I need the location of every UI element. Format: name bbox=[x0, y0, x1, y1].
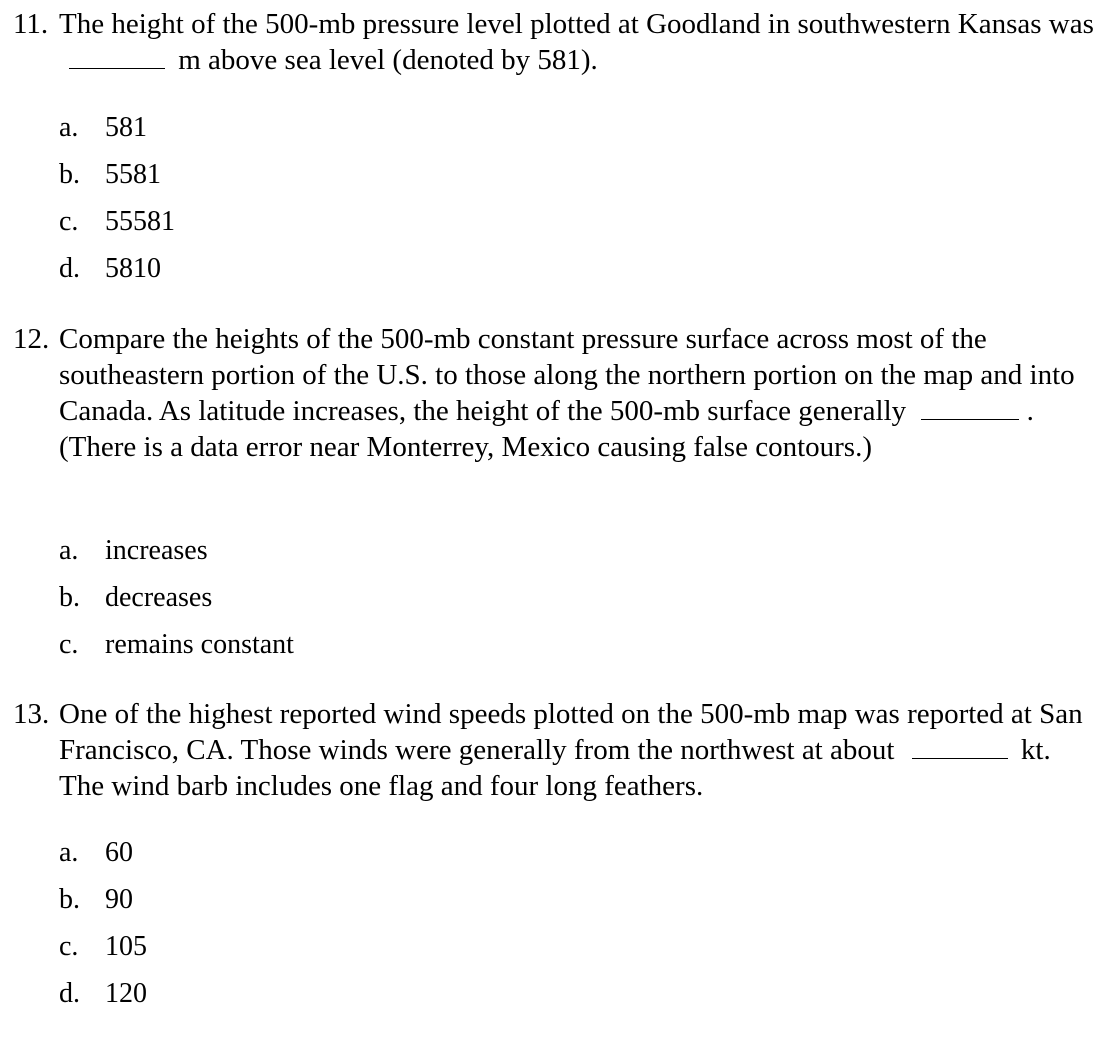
question-11 bbox=[13, 6, 1098, 78]
option-text: 581 bbox=[105, 112, 147, 143]
option-letter: b. bbox=[59, 884, 80, 915]
option-13-a[interactable] bbox=[59, 829, 147, 876]
option-text: remains constant bbox=[105, 629, 294, 660]
question-text bbox=[59, 696, 1098, 804]
option-letter: d. bbox=[59, 253, 80, 284]
option-letter: a. bbox=[59, 112, 79, 143]
option-text: 60 bbox=[105, 837, 133, 868]
option-12-a[interactable] bbox=[59, 527, 294, 574]
question-text bbox=[59, 6, 1098, 78]
option-12-b[interactable] bbox=[59, 574, 294, 621]
option-letter: b. bbox=[59, 582, 80, 613]
option-text: 5810 bbox=[105, 253, 161, 284]
option-text: 55581 bbox=[105, 206, 175, 237]
option-text: 5581 bbox=[105, 159, 161, 190]
option-letter: b. bbox=[59, 159, 80, 190]
option-11-b[interactable] bbox=[59, 151, 175, 198]
question-number: 12. bbox=[13, 323, 50, 355]
options-11 bbox=[59, 104, 175, 292]
answer-blank bbox=[921, 418, 1019, 420]
option-13-d[interactable] bbox=[59, 970, 147, 1017]
option-letter: c. bbox=[59, 206, 79, 237]
option-12-c[interactable] bbox=[59, 621, 294, 668]
option-text: increases bbox=[105, 535, 208, 566]
option-13-b[interactable] bbox=[59, 876, 147, 923]
option-text: 90 bbox=[105, 884, 133, 915]
question-number: 11. bbox=[13, 8, 49, 40]
question-text-part-2: . (There is a data error near Monterrey, Mexico causing false contours.) bbox=[59, 395, 1034, 463]
question-text-part-1: One of the highest reported wind speeds plotted on the 500-mb map was reported at San Francisco, CA. Those winds were generally from the northwest at about bbox=[59, 698, 1083, 766]
question-text bbox=[59, 321, 1098, 465]
option-text: decreases bbox=[105, 582, 213, 613]
option-13-c[interactable] bbox=[59, 923, 147, 970]
option-11-c[interactable] bbox=[59, 198, 175, 245]
option-11-d[interactable] bbox=[59, 245, 175, 292]
options-13 bbox=[59, 829, 147, 1017]
option-letter: a. bbox=[59, 837, 79, 868]
option-11-a[interactable] bbox=[59, 104, 175, 151]
question-text-part-1: The height of the 500-mb pressure level plotted at Goodland in southwestern Kansas was bbox=[59, 8, 1094, 40]
options-12 bbox=[59, 527, 294, 668]
option-letter: d. bbox=[59, 978, 80, 1009]
question-12 bbox=[13, 321, 1098, 465]
option-text: 120 bbox=[105, 978, 147, 1009]
option-letter: a. bbox=[59, 535, 79, 566]
question-text-part-2: kt. The wind barb includes one flag and four long feathers. bbox=[59, 734, 1051, 802]
option-text: 105 bbox=[105, 931, 147, 962]
option-letter: c. bbox=[59, 931, 79, 962]
question-number: 13. bbox=[13, 698, 50, 730]
answer-blank bbox=[69, 67, 165, 69]
question-text-part-1: Compare the heights of the 500-mb constant pressure surface across most of the southeastern portion of the U.S. to those along the northern portion on the map and into Canada. As latitude increases, the height of the 500-mb surface generally bbox=[59, 323, 1075, 427]
answer-blank bbox=[912, 757, 1008, 759]
option-letter: c. bbox=[59, 629, 79, 660]
question-13 bbox=[13, 696, 1098, 804]
question-text-part-2: m above sea level (denoted by 581). bbox=[178, 44, 598, 76]
